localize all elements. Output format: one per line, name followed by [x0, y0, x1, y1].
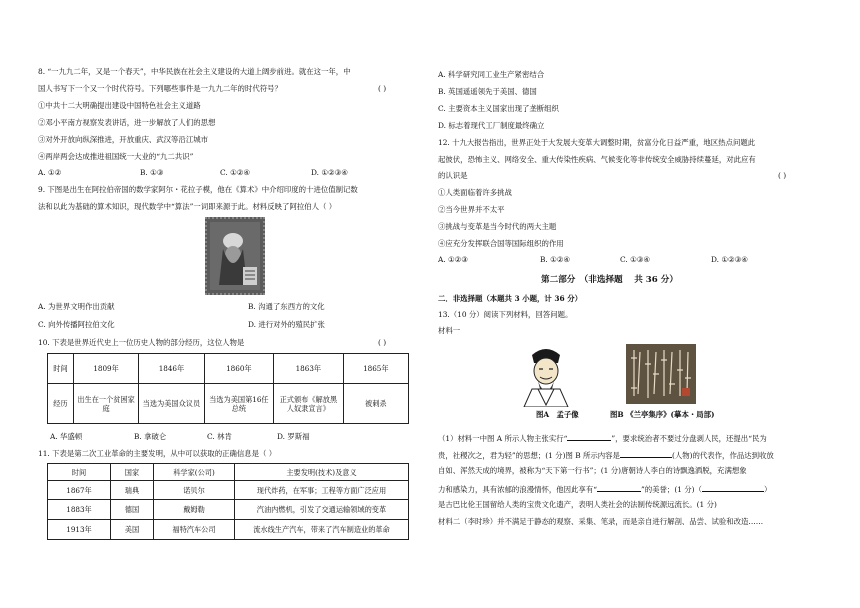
q12-option-3: ③挑战与变革是当今时代的两大主题 [438, 222, 557, 231]
q11-choice-b: B. 英国遥遥领先于美国、德国 [438, 87, 537, 96]
q10-choice-b: B. 拿破仑 [134, 432, 167, 441]
q8-choice-d: D. ①②③④ [311, 168, 348, 177]
caption-b: 图B 《兰亭集序》(摹本・局部) [610, 410, 715, 419]
material-2-line: 材料二（李时珍）并不满足于静态的观察、采集、笔录，而是亲自进行解剖、品尝、试验和改造…… [438, 517, 764, 526]
q11-header: 科学家(公司) [154, 464, 235, 481]
q8-choice-c: C. ①②④ [220, 168, 250, 177]
q13-line4-text-b: ”的美誉；(1 分)（ [640, 485, 702, 494]
q12-option-2: ②当今世界并不太平 [438, 205, 505, 214]
q11-header: 国家 [111, 464, 154, 481]
q10-event: 被刺杀 [343, 384, 408, 424]
q11-cell: 1867年 [48, 481, 111, 500]
q13-part1-line2 [438, 449, 774, 460]
q11-choice-c: C. 主要资本主义国家出现了垄断组织 [438, 104, 559, 113]
q11-cell: 瑞典 [111, 481, 154, 500]
q9-choice-d: D. 进行对外的殖民扩张 [248, 320, 325, 329]
q12-stem-line2: 起彼伏，恐怖主义、网络安全、重大传染性疾病、气候变化等非传统安全威胁持续蔓延，对此应有 [438, 155, 756, 164]
q10-year: 1809年 [73, 354, 138, 384]
q9-stem-line1: 9. 下图是出生在阿拉伯帝国的数学家阿尔・花拉子模，他在《算术》中介绍印度的十进位值制记数 [38, 185, 358, 194]
q11-stem: 11. 下表是第二次工业革命的主要发明，从中可以获取的正确信息是（ ） [38, 449, 277, 458]
q8-stem-line1: 8. “一九九二年，又是一个春天”，中华民族在社会主义建设的大道上阔步前进。就在这一年，中 [38, 67, 351, 76]
q8-option-4: ④两岸两会达成推进祖国统一大业的“九二共识” [38, 152, 194, 161]
q10-choice-a: A. 华盛顿 [50, 432, 83, 441]
q13-line4-text-c: ） [763, 485, 772, 494]
q10-event: 正式颁布《解放黑人奴隶宣言》 [274, 384, 344, 424]
blank-policy[interactable] [567, 432, 611, 441]
section-heading: 二．非选择题（本题共 3 小题，计 36 分） [438, 294, 582, 303]
q8-option-1: ①中共十二大明确提出建设中国特色社会主义道路 [38, 101, 201, 110]
q11-cell: 美国 [111, 520, 154, 540]
q10-year: 1846年 [139, 354, 204, 384]
q12-choice-a: A. ①②③ [438, 255, 468, 264]
q10-event: 当选为美国第16任总统 [204, 384, 274, 424]
q13-line4-text-a: 力和感染力，具有浓郁的浪漫情怀，他因此享有“ [438, 485, 597, 494]
q10-choice-c: C. 林肯 [207, 432, 232, 441]
q13-line1-text-b: ”，要求统治者不要过分盘剥人民，还提出“民为 [611, 434, 767, 443]
material-1-label: 材料一 [438, 326, 461, 335]
al-khwarizmi-stamp-image [205, 217, 265, 295]
q11-header: 主要发明(技术)及意义 [235, 464, 409, 481]
q12-choice-c: C. ①③④ [620, 255, 650, 264]
q11-table [47, 463, 409, 540]
q13-line2-text-a: 贵，社稷次之，君为轻”的思想；(1 分)图 B 所示内容是 [438, 451, 620, 460]
q12-option-4: ④应充分发挥联合国等国际组织的作用 [438, 239, 564, 248]
q8-choice-b: B. ①③ [140, 168, 164, 177]
q10-stem: 10. 下表是世界近代史上一位历史人物的部分经历，这位人物是 [38, 338, 245, 347]
q13-part1-line4 [438, 483, 771, 494]
q8-option-2: ②邓小平南方视察发表讲话，进一步解放了人们的思想 [38, 118, 216, 127]
q10-header-experience: 经历 [48, 384, 74, 424]
q11-choice-a: A. 科学研究同工业生产紧密结合 [438, 70, 545, 79]
q12-choice-d: D. ①②③④ [711, 255, 748, 264]
mencius-portrait-image [518, 345, 574, 407]
q11-cell: 汽油内燃机，引发了交通运输领域的变革 [235, 500, 409, 520]
q11-cell: 福特汽车公司 [154, 520, 235, 540]
q12-choice-b: B. ①②④ [540, 255, 571, 264]
q9-choice-c: C. 向外传播阿拉伯文化 [38, 320, 115, 329]
q12-stem-line1: 12. 十九大报告指出，世界正处于大发展大变革大调整时期，贫富分化日益严重，地区热点问题此 [438, 138, 756, 147]
q8-answer-paren: ( ) [378, 84, 387, 93]
blank-code[interactable] [702, 483, 764, 492]
q11-cell: 流水线生产汽车，带来了汽车制造业的革命 [235, 520, 409, 540]
blank-title[interactable] [597, 483, 641, 492]
q13-part1-line1 [438, 432, 767, 443]
q11-cell: 1883年 [48, 500, 111, 520]
lanting-preface-image [626, 344, 696, 404]
q13-stem: 13.（10 分）阅读下列材料，回答问题。 [438, 310, 573, 319]
q11-cell: 现代炸药，在军事；工程等方面广泛应用 [235, 481, 409, 500]
q11-cell: 1913年 [48, 520, 111, 540]
blank-person[interactable] [620, 449, 672, 458]
q8-stem-line2: 国人书写下一个又一个时代符号。下列哪些事件是一九九二年的时代符号？ [38, 84, 282, 93]
q11-cell: 戴姆勒 [154, 500, 235, 520]
q10-header-time: 时间 [48, 354, 74, 384]
part2-title: 第二部分 （非选择题 共 36 分） [541, 275, 678, 285]
q13-line2-text-b: (人物)的代表作，作品达到收放 [671, 451, 774, 460]
q10-event: 当选为美国众议员 [139, 384, 204, 424]
q10-event: 出生在一个贫困家庭 [73, 384, 138, 424]
q10-year: 1860年 [204, 354, 274, 384]
q12-option-1: ①人类面临着许多挑战 [438, 188, 512, 197]
q8-choice-a: A. ①② [38, 168, 62, 177]
q10-year: 1865年 [343, 354, 408, 384]
q11-header: 时间 [48, 464, 111, 481]
q10-year: 1863年 [274, 354, 344, 384]
q9-choice-a: A. 为世界文明作出贡献 [38, 302, 115, 311]
q8-option-3: ③对外开放向纵深推进，开放重庆、武汉等沿江城市 [38, 135, 208, 144]
q10-choice-d: D. 罗斯福 [277, 432, 310, 441]
q13-part1-line3: 自如、浑然天成的境界，被称为“天下第一行书”；(1 分)唐朝诗人李白的诗飘逸洒脱，充满想象 [438, 466, 747, 475]
q9-choice-b: B. 沟通了东西方的文化 [248, 302, 325, 311]
q13-part1-line5: 是古巴比伦王国留给人类的宝贵文化遗产，表明人类社会的法制传统源远流长。(1 分) [438, 500, 717, 509]
q12-stem-line3: 的认识是 [438, 171, 468, 180]
q11-cell: 德国 [111, 500, 154, 520]
q11-choice-d: D. 标志着现代工厂制度最终确立 [438, 121, 545, 130]
q9-stem-line2: 法和以此为基础的算术知识，现代数学中“算法”一词即来源于此。材料反映了阿拉伯人（ ） [38, 202, 337, 211]
q10-answer-paren: ( ) [378, 338, 387, 347]
q12-answer-paren: ( ) [778, 171, 787, 180]
q13-line1-text-a: （1）材料一中图 A 所示人物主张实行“ [438, 434, 568, 443]
q11-cell: 诺贝尔 [154, 481, 235, 500]
q10-table [47, 353, 409, 424]
caption-a: 图A 孟子像 [536, 410, 579, 419]
